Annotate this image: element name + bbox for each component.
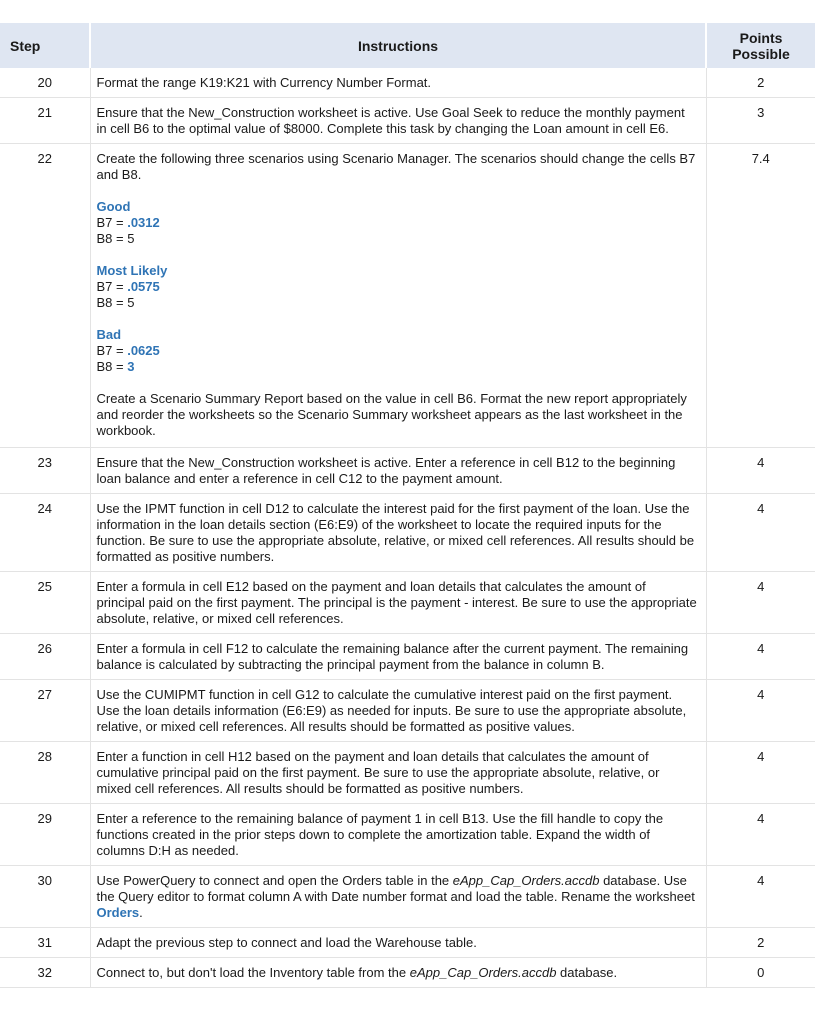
instruction-text: Enter a function in cell H12 based on the payment and loan details that calculates the amount of cumulative principal paid on the first payment. Be sure to use the appropriate absolute, relative, or mixed cell references. All results should be formatted as positive numbers.: [90, 742, 706, 804]
scenario-b8: [97, 359, 698, 375]
table-row: [0, 98, 815, 144]
instruction-text: Use the IPMT function in cell D12 to calculate the interest paid for the first payment of the loan. Use the information in the loan details section (E6:E9) of the worksheet to locate the required inputs for the function. Be sure to use the appropriate absolute, relative, or mixed cell references. All results should be formatted as positive numbers.: [90, 494, 706, 572]
step-number: 21: [0, 98, 90, 144]
step-number: 24: [0, 494, 90, 572]
points-value: 4: [706, 634, 815, 680]
points-value: 4: [706, 572, 815, 634]
instruction-text: Enter a formula in cell E12 based on the payment and loan details that calculates the amount of principal paid on the first payment. The principal is the payment - interest. Be sure to use the appropriate absolute, relative, or mixed cell references.: [90, 572, 706, 634]
points-value: 4: [706, 494, 815, 572]
table-row: [0, 144, 815, 448]
table-row: [0, 680, 815, 742]
header-step: Step: [0, 23, 90, 68]
points-value: 4: [706, 680, 815, 742]
scenario-name: Bad: [96, 327, 122, 342]
instruction-text: Adapt the previous step to connect and load the Warehouse table.: [90, 928, 706, 958]
table-header-row: [0, 23, 815, 68]
points-value: 4: [706, 866, 815, 928]
scenario-summary-text: Create a Scenario Summary Report based on the value in cell B6. Format the new report appropriately and reorder the worksheets so the Scenario Summary worksheet appears as the last worksheet in the workbook.: [96, 391, 687, 438]
instruction-text: .: [139, 905, 143, 920]
scenario-value: 5: [127, 295, 135, 310]
table-row: [0, 804, 815, 866]
cell-ref: B8 =: [96, 231, 128, 246]
scenario-value: .0625: [127, 343, 160, 358]
database-filename: eApp_Cap_Orders.accdb: [452, 873, 600, 888]
instruction-text: database.: [556, 965, 618, 980]
scenario-value: .0575: [127, 279, 160, 294]
scenario-bad: [97, 327, 698, 375]
points-value: 4: [706, 742, 815, 804]
table-row: [0, 572, 815, 634]
instruction-text: Use PowerQuery to connect and open the Orders table in the: [96, 873, 453, 888]
instructions-table: [0, 23, 815, 988]
step-number: 20: [0, 68, 90, 98]
scenario-value: 5: [127, 231, 135, 246]
scenario-b7: [97, 215, 698, 231]
table-row: [0, 866, 815, 928]
instruction-text: database. Use the Query editor to format column A with Date number format and load the table. Rename the worksheet: [96, 873, 695, 904]
table-row: [0, 634, 815, 680]
cell-ref: B7 =: [96, 343, 128, 358]
scenario-most-likely: [97, 263, 698, 311]
points-value: 4: [706, 804, 815, 866]
table-row: [0, 68, 815, 98]
step-number: 26: [0, 634, 90, 680]
scenario-value: .0312: [127, 215, 160, 230]
instruction-text: Ensure that the New_Construction worksheet is active. Use Goal Seek to reduce the monthly payment in cell B6 to the optimal value of $8000. Complete this task by changing the Loan amount in cell E6.: [90, 98, 706, 144]
table-row: [0, 448, 815, 494]
cell-ref: B8 =: [96, 359, 128, 374]
cell-ref: B7 =: [96, 215, 128, 230]
header-instructions: Instructions: [90, 23, 706, 68]
scenario-b8: [97, 295, 698, 311]
instruction-text: Use the CUMIPMT function in cell G12 to calculate the cumulative interest paid on the first payment. Use the loan details information (E6:E9) as needed for inputs. Be sure to use the appropriate absolute, relative, or mixed cell references. All results should be formatted as positive values.: [90, 680, 706, 742]
cell-ref: B7 =: [96, 279, 128, 294]
step-number: 29: [0, 804, 90, 866]
step-number: 25: [0, 572, 90, 634]
points-value: 0: [706, 958, 815, 988]
instruction-text: Format the range K19:K21 with Currency Number Format.: [90, 68, 706, 98]
points-value: 4: [706, 448, 815, 494]
cell-ref: B8 =: [96, 295, 128, 310]
step-number: 30: [0, 866, 90, 928]
step-number: 27: [0, 680, 90, 742]
instruction-text: Enter a reference to the remaining balance of payment 1 in cell B13. Use the fill handle to copy the functions created in the prior steps down to complete the amortization table. Expand the width of columns D:H as needed.: [90, 804, 706, 866]
header-points-possible: [706, 23, 815, 68]
step-number: 31: [0, 928, 90, 958]
step-number: 28: [0, 742, 90, 804]
scenario-name: Most Likely: [96, 263, 168, 278]
scenario-good: [97, 199, 698, 247]
database-filename: eApp_Cap_Orders.accdb: [409, 965, 557, 980]
header-points-line1: Points: [739, 29, 783, 46]
points-value: 2: [706, 68, 815, 98]
table-row: [0, 958, 815, 988]
header-points-line2: Possible: [732, 45, 790, 62]
instruction-cell: [90, 144, 706, 448]
instruction-text: Ensure that the New_Construction worksheet is active. Enter a reference in cell B12 to the beginning loan balance and enter a reference in cell C12 to the payment amount.: [90, 448, 706, 494]
instruction-text: Enter a formula in cell F12 to calculate the remaining balance after the current payment. The remaining balance is calculated by subtracting the principal payment from the balance in column B.: [90, 634, 706, 680]
step-number: 22: [0, 144, 90, 448]
table-row: [0, 742, 815, 804]
instructions-table-wrapper: [0, 23, 815, 988]
points-value: 2: [706, 928, 815, 958]
scenario-b7: [97, 279, 698, 295]
instruction-text: Create the following three scenarios using Scenario Manager. The scenarios should change the cells B7 and B8.: [96, 151, 696, 182]
table-row: [0, 494, 815, 572]
table-row: [0, 928, 815, 958]
instruction-cell: [90, 866, 706, 928]
step-number: 32: [0, 958, 90, 988]
points-value: 7.4: [706, 144, 815, 448]
scenario-b7: [97, 343, 698, 359]
scenario-b8: [97, 231, 698, 247]
scenario-value: 3: [127, 359, 135, 374]
worksheet-name: Orders: [96, 905, 140, 920]
instruction-cell: [90, 958, 706, 988]
points-value: 3: [706, 98, 815, 144]
instruction-text: Connect to, but don't load the Inventory table from the: [96, 965, 410, 980]
scenario-name: Good: [96, 199, 131, 214]
step-number: 23: [0, 448, 90, 494]
